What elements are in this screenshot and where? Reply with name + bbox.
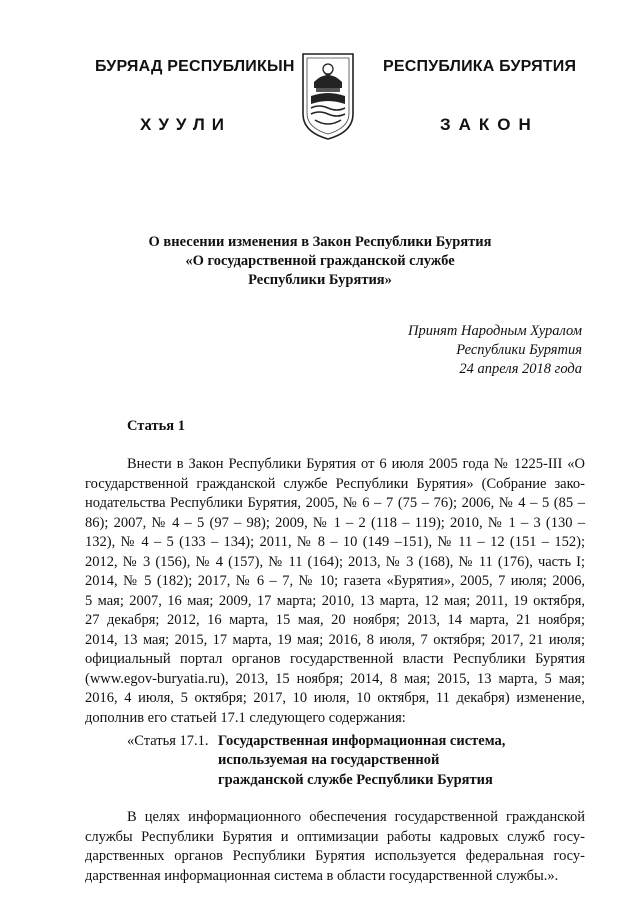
paragraph-line: официальный портал органов государственной власти Республики Бурятия — [85, 651, 585, 667]
adoption-note-line: Республики Бурятия — [456, 342, 582, 358]
quoted-article-body-line: В целях информационного обеспечения государственной гражданской — [127, 809, 585, 825]
paragraph-line: (www.egov-buryatia.ru), 2013, 15 ноября; 2014, 8 мая; 2015, 13 марта, 5 мая; — [85, 671, 585, 687]
law-label-buryat: ХУУЛИ — [140, 115, 231, 134]
article-heading: Статья 1 — [127, 418, 185, 434]
law-label-russian: ЗАКОН — [440, 115, 539, 134]
paragraph-line: 2014, 13 мая; 2015, 17 марта, 19 мая; 2016, 8 июля, 7 октября; 2017, 21 июля; — [85, 632, 585, 648]
quoted-article-heading-line: Государственная информационная система, — [218, 733, 506, 749]
quoted-article-body-line: службы Республики Бурятия и оптимизации работы кадровых служб госу- — [85, 829, 585, 845]
quoted-article-body-line: дарственная информационная система в области государственной службы.». — [85, 868, 559, 884]
paragraph-line: 2012, № 3 (156), № 4 (157), № 11 (164); 2013, № 3 (168), № 11 (176), часть I; — [85, 554, 585, 570]
quoted-article-prefix: «Статья 17.1. — [127, 733, 209, 749]
paragraph-line: государственной гражданской службе Республики Бурятия» (Собрание зако- — [85, 476, 585, 492]
quoted-article-body-line: дарственных органов Республики Бурятия используется федеральная госу- — [85, 848, 585, 864]
adoption-note-line: Принят Народным Хуралом — [407, 323, 582, 339]
paragraph-line: 86); 2007, № 4 – 5 (97 – 98); 2009, № 1 – 2 (118 – 119); 2010, № 1 – 3 (130 – — [85, 515, 585, 531]
paragraph-line: 132), № 4 – 5 (133 – 134); 2011, № 8 – 10 (149 –151), № 11 – 12 (151 – 152); — [85, 534, 585, 550]
paragraph-line: 5 мая; 2007, 16 мая; 2009, 17 марта; 2010, 13 марта, 12 мая; 2011, 19 октября, — [85, 593, 585, 609]
paragraph-line: Внести в Закон Республики Бурятия от 6 июля 2005 года № 1225-III «О — [127, 456, 585, 472]
republic-name-buryat: БУРЯАД РЕСПУБЛИКЫН — [95, 58, 295, 75]
paragraph-line: 2014, № 5 (182); 2017, № 6 – 7, № 10; газета «Бурятия», 2005, 7 июля; 2006, — [85, 573, 585, 589]
adoption-date: 24 апреля 2018 года — [459, 361, 582, 377]
quoted-article-heading-line: гражданской службе Республики Бурятия — [218, 772, 493, 788]
law-title-line: О внесении изменения в Закон Республики Бурятия — [148, 234, 492, 250]
buryatia-coat-of-arms-icon — [297, 48, 359, 142]
paragraph-line: нодательства Республики Бурятия, 2005, № 6 – 7 (75 – 76); 2006, № 4 – 5 (85 – — [85, 495, 585, 511]
law-title-line: Республики Бурятия» — [248, 272, 392, 288]
republic-name-russian: РЕСПУБЛИКА БУРЯТИЯ — [383, 58, 577, 75]
quoted-article-heading-line: используемая на государственной — [218, 752, 440, 768]
law-title-line: «О государственной гражданской службе — [185, 253, 455, 269]
paragraph-line: 2016, 4 июля, 5 октября; 2017, 10 июля, 10 октября, 11 декабря) изменение, — [85, 690, 585, 706]
paragraph-line: 27 декабря; 2012, 16 марта, 15 мая, 20 ноября; 2013, 14 марта, 21 ноября; — [85, 612, 585, 628]
paragraph-line: дополнив его статьей 17.1 следующего содержания: — [85, 710, 406, 726]
